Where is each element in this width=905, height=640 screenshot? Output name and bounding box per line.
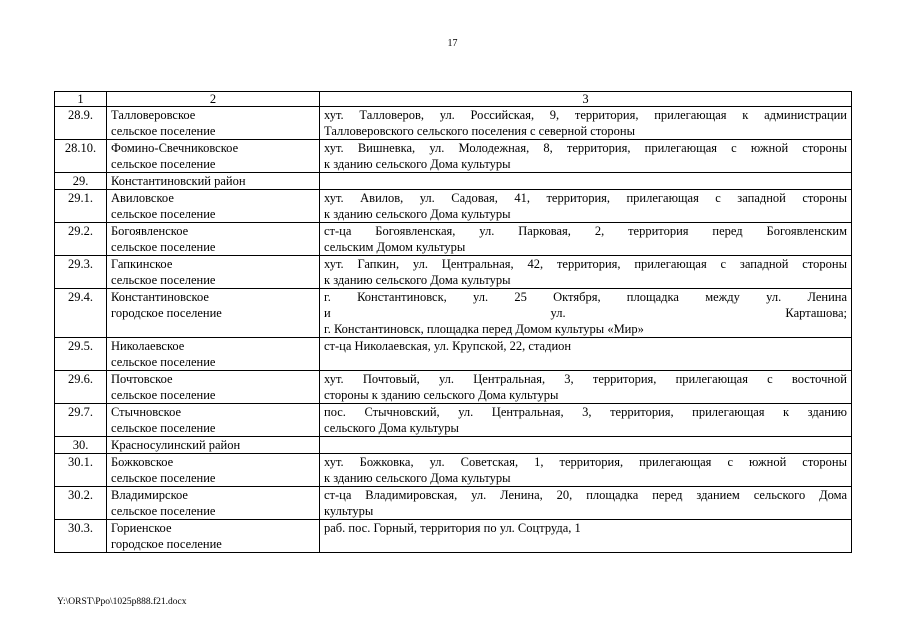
settlement-name-line: сельское поселение: [111, 421, 216, 435]
table-row: [55, 190, 852, 223]
locations-table: [54, 91, 852, 553]
settlement-name-line: Фомино-Свечниковское: [111, 141, 239, 155]
table-row: [55, 371, 852, 404]
settlement-name-line: Константиновский район: [111, 174, 246, 188]
row-number: 29.2.: [55, 223, 107, 256]
settlement-name-line: городское поселение: [111, 537, 222, 551]
settlement-name-line: Гориенское: [111, 521, 172, 535]
settlement-name: [107, 404, 320, 437]
location-address-line: хут. Почтовый, ул. Центральная, 3, территория, прилегающая с восточной: [324, 372, 847, 386]
location-address: [320, 190, 852, 223]
row-number: 30.: [55, 437, 107, 454]
row-number: 29.5.: [55, 338, 107, 371]
location-address-line: ст-ца Николаевская, ул. Крупской, 22, стадион: [324, 339, 572, 353]
settlement-name: [107, 437, 320, 454]
settlement-name: [107, 140, 320, 173]
row-number: 29.7.: [55, 404, 107, 437]
location-address-line: г. Константиновск, ул. 25 Октября, площадка между ул. Ленина: [324, 290, 847, 304]
location-address-line: ст-ца Богоявленская, ул. Парковая, 2, территория перед Богоявленским: [324, 224, 847, 238]
row-number: 29.1.: [55, 190, 107, 223]
table-row: [55, 404, 852, 437]
location-address-line: хут. Авилов, ул. Садовая, 41, территория, прилегающая с западной стороны: [324, 191, 847, 205]
location-address-line: хут. Вишневка, ул. Молодежная, 8, территория, прилегающая с южной стороны: [324, 141, 847, 155]
settlement-name-line: сельское поселение: [111, 471, 216, 485]
table-row: [55, 437, 852, 454]
column-header-address: 3: [320, 92, 852, 107]
settlement-name: [107, 454, 320, 487]
table-row: [55, 520, 852, 553]
location-address: [320, 371, 852, 404]
settlement-name: [107, 107, 320, 140]
settlement-name-line: сельское поселение: [111, 240, 216, 254]
location-address: [320, 454, 852, 487]
location-address-line: хут. Талловеров, ул. Российская, 9, территория, прилегающая к администрации: [324, 108, 847, 122]
table-header-row: [55, 92, 852, 107]
table-row: [55, 140, 852, 173]
settlement-name-line: Владимирское: [111, 488, 188, 502]
location-address-line: к зданию сельского Дома культуры: [324, 207, 511, 221]
location-address-line: культуры: [324, 504, 374, 518]
settlement-name-line: сельское поселение: [111, 355, 216, 369]
location-address: [320, 404, 852, 437]
settlement-name-line: сельское поселение: [111, 124, 216, 138]
column-header-number: 1: [55, 92, 107, 107]
location-address: [320, 437, 852, 454]
location-address-line: сельского Дома культуры: [324, 421, 459, 435]
table-row: [55, 107, 852, 140]
column-header-name: 2: [107, 92, 320, 107]
settlement-name: [107, 371, 320, 404]
settlement-name-line: сельское поселение: [111, 157, 216, 171]
settlement-name-line: сельское поселение: [111, 388, 216, 402]
settlement-name-line: сельское поселение: [111, 207, 216, 221]
settlement-name-line: городское поселение: [111, 306, 222, 320]
settlement-name: [107, 256, 320, 289]
settlement-name-line: Гапкинское: [111, 257, 173, 271]
settlement-name-line: сельское поселение: [111, 273, 216, 287]
settlement-name: [107, 289, 320, 338]
location-address-line: стороны к зданию сельского Дома культуры: [324, 388, 559, 402]
settlement-name-line: Стычновское: [111, 405, 182, 419]
location-address-line: к зданию сельского Дома культуры: [324, 273, 511, 287]
location-address-line: и ул. Карташова;: [324, 306, 847, 320]
page-number: 17: [447, 38, 458, 49]
row-number: 29.6.: [55, 371, 107, 404]
settlement-name: [107, 338, 320, 371]
table-row: [55, 454, 852, 487]
location-address-line: хут. Божковка, ул. Советская, 1, территория, прилегающая с южной стороны: [324, 455, 847, 469]
settlement-name-line: сельское поселение: [111, 504, 216, 518]
location-address-line: г. Константиновск, площадка перед Домом культуры «Мир»: [324, 322, 644, 336]
table-row: [55, 223, 852, 256]
location-address: [320, 173, 852, 190]
location-address: [320, 107, 852, 140]
location-address: [320, 520, 852, 553]
table-row: [55, 256, 852, 289]
settlement-name: [107, 487, 320, 520]
row-number: 30.3.: [55, 520, 107, 553]
settlement-name: [107, 173, 320, 190]
table-row: [55, 338, 852, 371]
row-number: 28.10.: [55, 140, 107, 173]
settlement-name-line: Красносулинский район: [111, 438, 241, 452]
settlement-name: [107, 190, 320, 223]
location-address-line: к зданию сельского Дома культуры: [324, 157, 511, 171]
settlement-name-line: Николаевское: [111, 339, 185, 353]
location-address: [320, 140, 852, 173]
settlement-name-line: Талловеровское: [111, 108, 196, 122]
location-address: [320, 289, 852, 338]
settlement-name-line: Божковское: [111, 455, 174, 469]
settlement-name-line: Богоявленское: [111, 224, 189, 238]
row-number: 29.3.: [55, 256, 107, 289]
location-address-line: пос. Стычновский, ул. Центральная, 3, территория, прилегающая к зданию: [324, 405, 847, 419]
settlement-name: [107, 223, 320, 256]
row-number: 28.9.: [55, 107, 107, 140]
table-row: [55, 173, 852, 190]
row-number: 29.: [55, 173, 107, 190]
row-number: 30.1.: [55, 454, 107, 487]
settlement-name-line: Авиловское: [111, 191, 174, 205]
table-row: [55, 289, 852, 338]
location-address-line: ст-ца Владимировская, ул. Ленина, 20, площадка перед зданием сельского Дома: [324, 488, 847, 502]
location-address-line: к зданию сельского Дома культуры: [324, 471, 511, 485]
location-address: [320, 256, 852, 289]
settlement-name-line: Константиновское: [111, 290, 209, 304]
location-address: [320, 223, 852, 256]
file-path-footer: Y:\ORST\Ppo\1025p888.f21.docx: [57, 597, 187, 607]
settlement-name: [107, 520, 320, 553]
row-number: 30.2.: [55, 487, 107, 520]
row-number: 29.4.: [55, 289, 107, 338]
location-address: [320, 338, 852, 371]
location-address: [320, 487, 852, 520]
location-address-line: Талловеровского сельского поселения с северной стороны: [324, 124, 635, 138]
table-row: [55, 487, 852, 520]
location-address-line: хут. Гапкин, ул. Центральная, 42, территория, прилегающая с западной стороны: [324, 257, 847, 271]
location-address-line: раб. пос. Горный, территория по ул. Соцтруда, 1: [324, 521, 581, 535]
settlement-name-line: Почтовское: [111, 372, 173, 386]
location-address-line: сельским Домом культуры: [324, 240, 466, 254]
